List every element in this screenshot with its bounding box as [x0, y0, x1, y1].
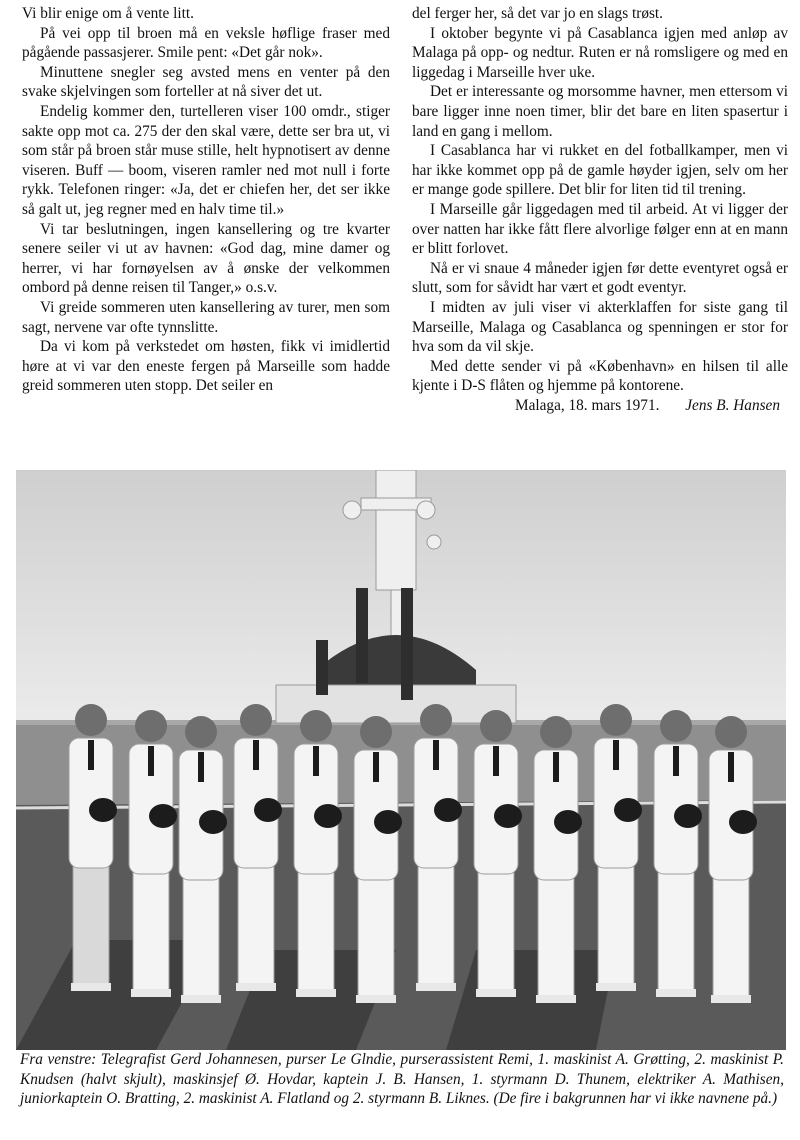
signature: Jens B. Hansen: [685, 396, 780, 414]
paragraph: På vei opp til broen må en veksle høflige fraser med pågående passasjerer. Smile pent: «Det går nok».: [22, 24, 390, 62]
paragraph: I Casablanca har vi rukket en del fotballkamper, men vi har ikke kommet opp på de gamle høyder igjen, selv om her er mange gode spillere. Det blir for liten tid til trening.: [412, 142, 788, 199]
paragraph: Det er interessante og morsomme havner, men ettersom vi bare ligger inne noen timer, blir det bare en liten spasertur i land en gang i mellom.: [412, 83, 788, 140]
right-column: [412, 4, 788, 415]
paragraph: Da vi kom på verkstedet om høsten, fikk vi imidlertid høre at vi var den eneste fergen på Marseille som hadde greid sommeren uten stopp. Det seiler en: [22, 338, 390, 395]
crew-photo: [16, 470, 786, 1050]
paragraph: Vi greide sommeren uten kansellering av turer, men som sagt, nervene var ofte tynnslitte.: [22, 298, 390, 336]
left-column: [22, 4, 390, 396]
crew-photo-illustration: [16, 470, 786, 1050]
photo-caption: Fra venstre: Telegrafist Gerd Johannesen, purser Le Glndie, purserassistent Remi, 1. maskinist A. Grøtting, 2. maskinist P. Knudsen (halvt skjult), maskinsjef Ø. Hovdar, kaptein J. B. Hansen, 1. styrmann D. Thunem, elektriker A. Mathisen, juniorkaptein O. Bratting, 2. maskinist A. Flatland og 2. styrmann B. Liknes. (De fire i bakgrunnen har vi ikke navnene på.): [20, 1051, 784, 1108]
paragraph: I midten av juli viser vi akterklaffen for siste gang til Marseille, Malaga og Casablanca og spenningen er stor for hva som da vil skje.: [412, 298, 788, 356]
place-date: Malaga, 18. mars 1971.: [514, 396, 660, 414]
paragraph: Vi blir enige om å vente litt.: [22, 5, 194, 22]
paragraph: Minuttene snegler seg avsted mens en venter på den svake skjelvingen som forteller at nå siver det ut.: [22, 63, 390, 101]
paragraph: Med dette sender vi på «København» en hilsen til alle kjente i D-S flåten og hjemme på kontorene.: [412, 357, 788, 395]
paragraph: I oktober begynte vi på Casablanca igjen med anløp av Malaga på opp- og nedtur. Ruten er nå romsligere og med en liggedag i Marseille hver uke.: [412, 24, 788, 81]
paragraph-continuation: del ferger her, så det var jo en slags trøst.: [412, 5, 663, 22]
paragraph: Endelig kommer den, turtelleren viser 100 omdr., stiger sakte opp mot ca. 275 der den skal være, dette ser bra ut, vi som står på broen står muse stille, helt hypnotisert av denne viseren. Buff — boom, viseren ramler ned mot null i forte rykk. Telefonen ringer: «Ja, det er chiefen her, det ser ikke så galt ut, jeg regner med en halv time til.»: [22, 102, 390, 218]
paragraph: Vi tar beslutningen, ingen kansellering og tre kvarter senere seiler vi ut av havnen: «God dag, mine damer og herrer, vi har fornøyelsen av å ønske der velkommen ombord på denne reisen til Tanger,» o.s.v.: [22, 220, 390, 297]
paragraph: Nå er vi snaue 4 måneder igjen før dette eventyret også er slutt, som for såvidt har vært et godt eventyr.: [412, 259, 788, 297]
dateline: [412, 396, 788, 416]
paragraph: I Marseille går liggedagen med til arbeid. At vi ligger der over natten har ikke fått flere alvorlige følger enn at en mann er blitt forlovet.: [412, 200, 788, 258]
